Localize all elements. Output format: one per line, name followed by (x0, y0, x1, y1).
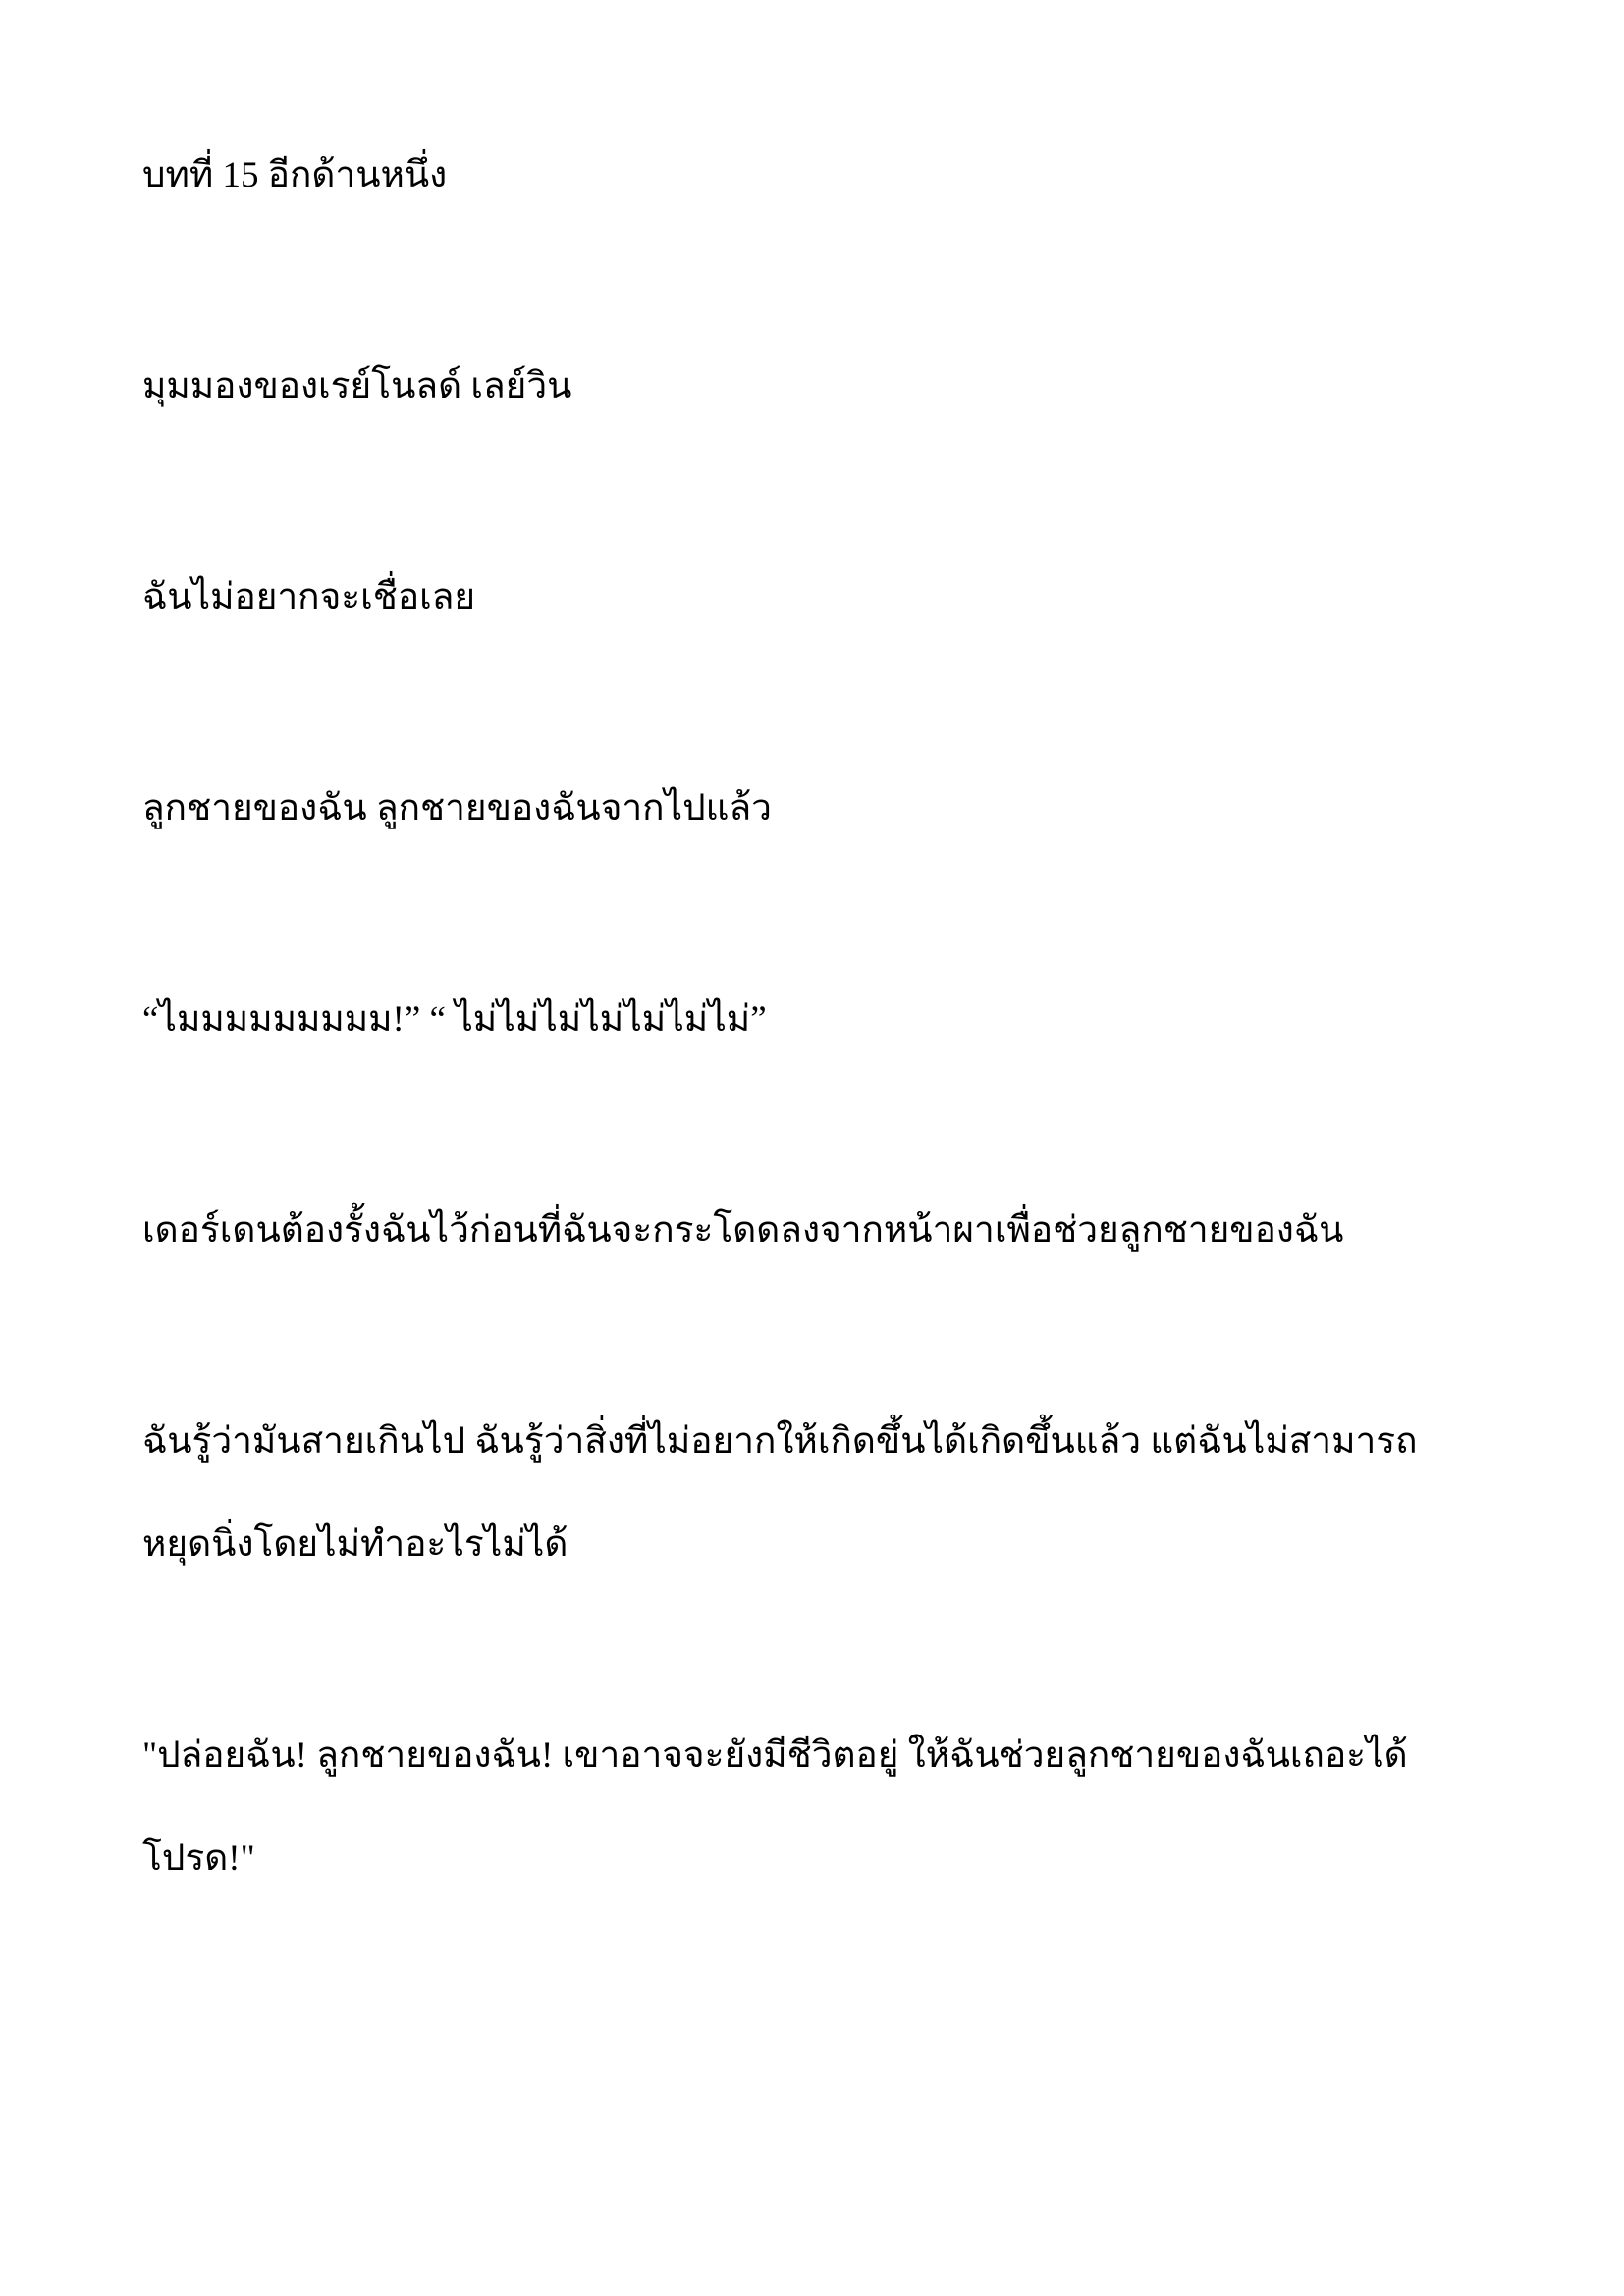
dialogue-paragraph: "ปล่อยฉัน! ลูกชายของฉัน! เขาอาจจะยังมีชีวิตอยู่ ให้ฉันช่วยลูกชายของฉันเถอะได้ โปรด!" (142, 1735, 1408, 1879)
body-paragraph: เดอร์เดนต้องรั้งฉันไว้ก่อนที่ฉันจะกระโดดลงจากหน้าผาเพื่อช่วยลูกชายของฉัน (142, 1210, 1344, 1251)
body-paragraph: ลูกชายของฉัน ลูกชายของฉันจากไปแล้ว (142, 788, 772, 828)
chapter-heading: บทที่ 15 อีกด้านหนึ่ง (142, 155, 448, 195)
dialogue-paragraph: “ไมมมมมมมมม!” “ ไม่ไม่ไม่ไม่ไม่ไม่ไม่” (142, 999, 767, 1040)
body-paragraph: ฉันรู้ว่ามันสายเกินไป ฉันรู้ว่าสิ่งที่ไม่อยากให้เกิดขึ้นได้เกิดขึ้นแล้ว แต่ฉันไม่สามารถหยุดนิ่งโดยไม่ทำอะไรไม่ได้ (142, 1421, 1418, 1565)
body-paragraph: ฉันไม่อยากจะเชื่อเลย (142, 577, 476, 617)
pov-line: มุมมองของเรย์โนลด์ เลย์วิน (142, 366, 572, 406)
